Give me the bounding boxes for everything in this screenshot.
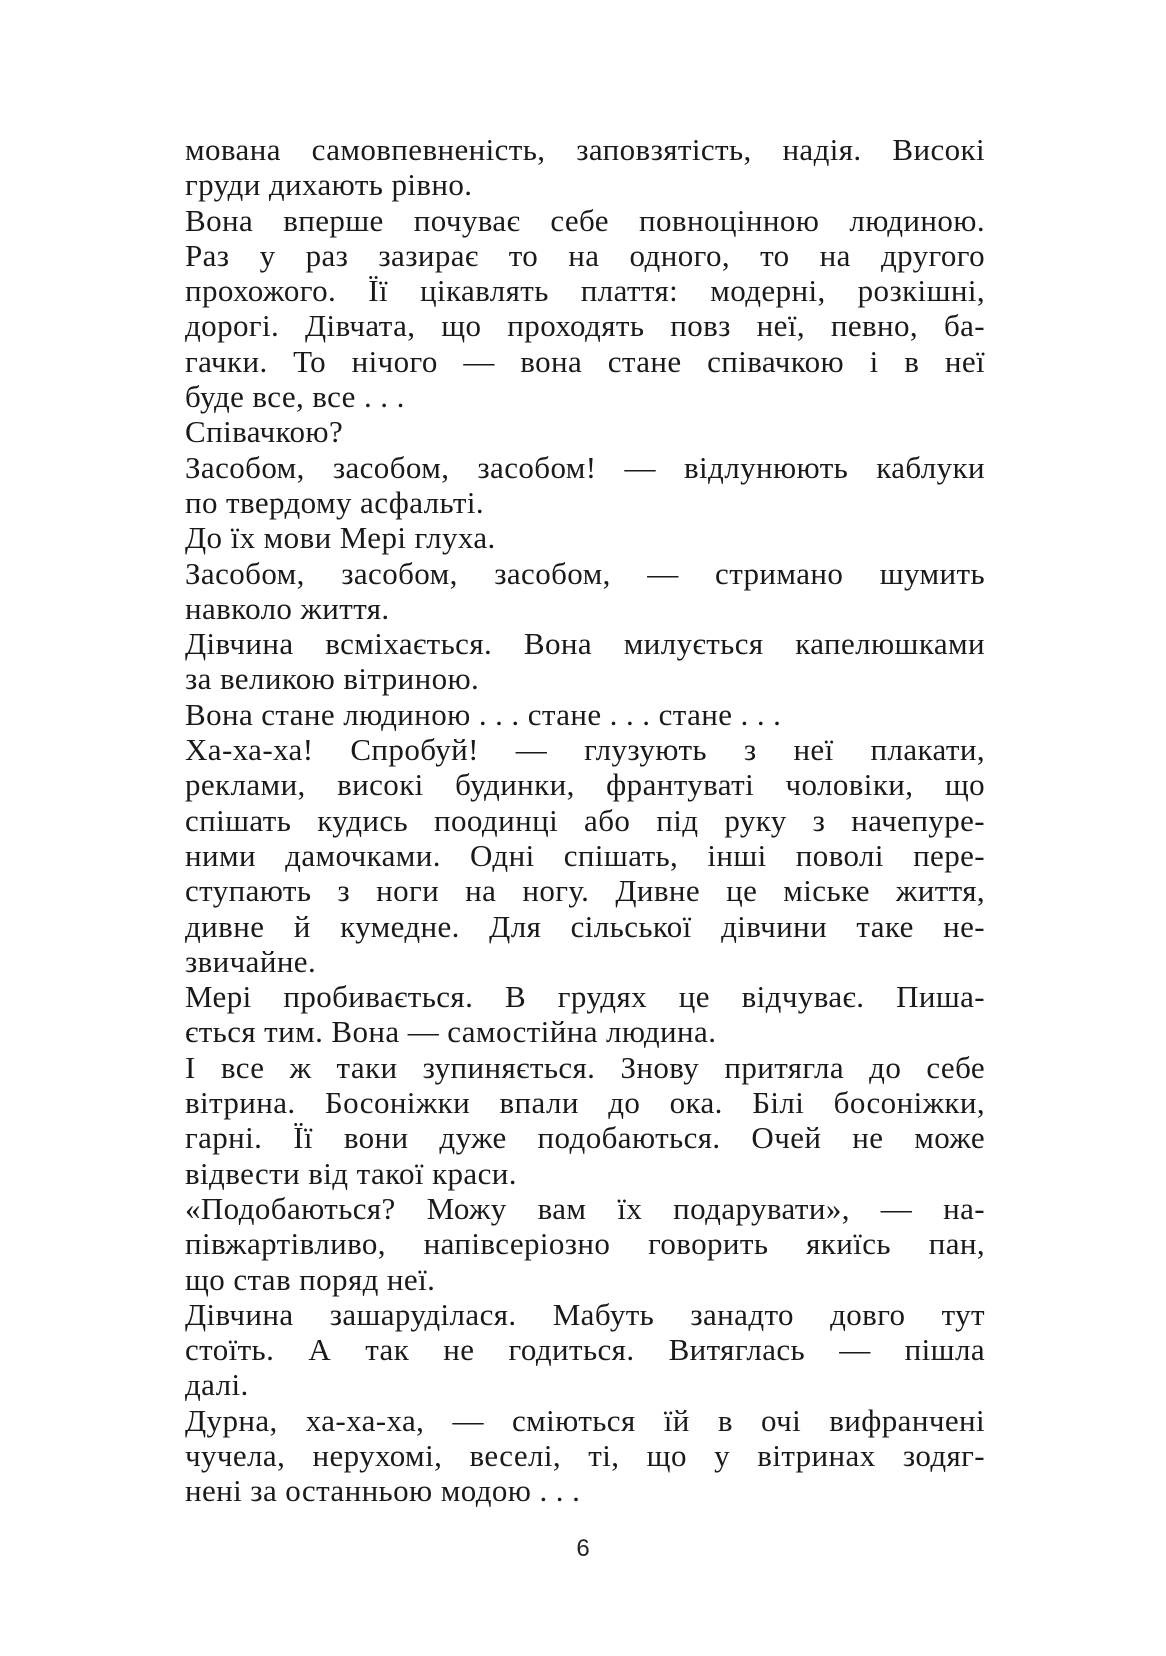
page-number: 6	[576, 1535, 590, 1562]
text-line: що став поряд неї.	[185, 1261, 436, 1297]
paragraph	[185, 1403, 985, 1509]
text-line: Раз у раз зазирає то на одного, то на другого	[185, 237, 985, 273]
text-line: нені за останньою модою . . .	[185, 1473, 581, 1509]
paragraph	[185, 132, 985, 203]
paragraph	[185, 414, 985, 449]
text-line: дивне й кумедне. Для сільської дівчини таке не-	[185, 908, 985, 944]
paragraph	[185, 732, 985, 979]
book-page-text	[185, 132, 985, 1509]
paragraph	[185, 1191, 985, 1297]
text-line: До їх мови Мері глуха.	[185, 520, 496, 556]
text-line: ними дамочками. Одні спішать, інші поволі пере-	[185, 837, 985, 873]
text-line: Засобом, засобом, засобом! — відлунюють каблуки	[185, 449, 985, 485]
text-line: Дівчина всміхається. Вона милується капелюшками	[185, 626, 985, 662]
text-line: гарні. Її вони дуже подобаються. Очей не може	[185, 1120, 985, 1156]
paragraph	[185, 1050, 985, 1191]
text-line: Співачкою?	[185, 414, 344, 450]
text-line: спішать кудись поодинці або під руку з начепуре-	[185, 802, 985, 838]
paragraph	[185, 697, 985, 732]
text-line: реклами, високі будинки, франтуваті чоловіки, що	[185, 767, 985, 803]
paragraph	[185, 556, 985, 627]
text-line: Ха-ха-ха! Спробуй! — глузують з неї плакати,	[185, 732, 985, 768]
text-line: Вона вперше почуває себе повноцінною людиною.	[185, 202, 985, 238]
text-line: Дівчина зашаруділася. Мабуть занадто довго тут	[185, 1296, 985, 1332]
text-line: мована самовпевненість, заповзятість, надія. Високі	[185, 132, 985, 167]
paragraph	[185, 203, 985, 415]
paragraph	[185, 520, 985, 555]
text-line: Мері пробивається. В грудях це відчуває. Пиша-	[185, 979, 985, 1015]
text-line: вітрина. Босоніжки впали до ока. Білі босоніжки,	[185, 1085, 985, 1121]
paragraph	[185, 626, 985, 697]
text-line: «Подобаються? Можу вам їх подарувати», — на-	[185, 1190, 985, 1226]
text-line: за великою вітриною.	[185, 661, 480, 697]
text-line: груди дихають рівно.	[185, 167, 473, 203]
text-line: стоїть. А так не годиться. Витяглась — пішла	[185, 1332, 985, 1368]
text-line: по твердому асфальті.	[185, 484, 484, 520]
text-line: буде все, все . . .	[185, 379, 405, 415]
text-line: відвести від такої краси.	[185, 1155, 517, 1191]
text-line: дорогі. Дівчата, що проходять повз неї, певно, ба-	[185, 308, 985, 344]
text-line: ється тим. Вона — самостійна людина.	[185, 1014, 717, 1050]
text-line: далі.	[185, 1367, 249, 1403]
text-line: прохожого. Її цікавлять плаття: модерні, розкішні,	[185, 273, 985, 309]
text-line: Дурна, ха-ха-ха, — сміються їй в очі вифранчені	[185, 1402, 985, 1438]
text-line: гачки. То нічого — вона стане співачкою і в неї	[185, 343, 985, 379]
paragraph	[185, 1297, 985, 1403]
paragraph	[185, 979, 985, 1050]
text-line: Засобом, засобом, засобом, — стримано шумить	[185, 555, 985, 591]
text-line: І все ж таки зупиняється. Знову притягла до себе	[185, 1049, 985, 1085]
text-line: звичайне.	[185, 943, 317, 979]
paragraph	[185, 450, 985, 521]
text-line: чучела, нерухомі, веселі, ті, що у вітринах зодяг-	[185, 1437, 985, 1473]
text-line: півжартівливо, напівсеріозно говорить якиїсь пан,	[185, 1226, 985, 1262]
text-line: Вона стане людиною . . . стане . . . стане . . .	[185, 696, 782, 732]
text-line: ступають з ноги на ногу. Дивне це міське життя,	[185, 873, 985, 909]
text-line: навколо життя.	[185, 590, 390, 626]
